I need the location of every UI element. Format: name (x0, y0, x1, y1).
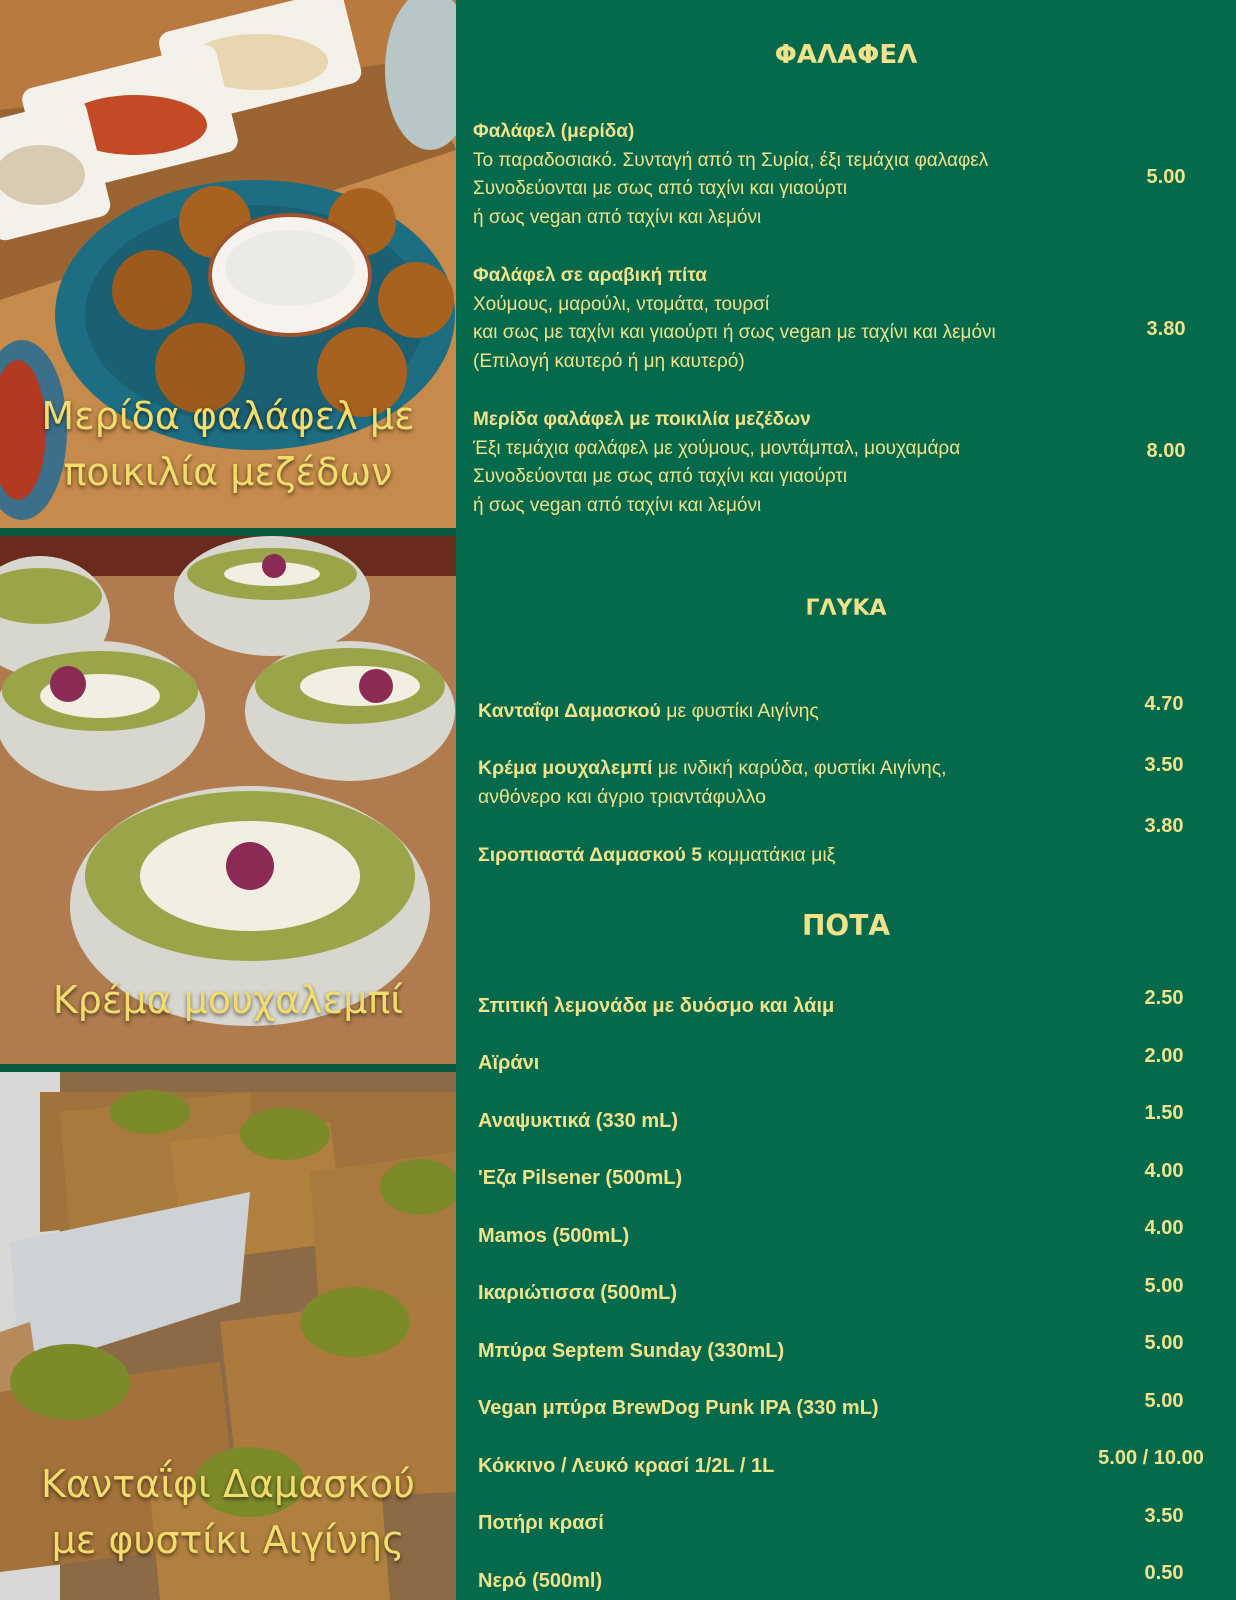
falafel-caption-line2: ποικιλία μεζέδων (63, 450, 393, 494)
item-name: Κρέμα μουχαλεμπί (478, 757, 653, 779)
menu-item-falafel-meze (473, 406, 1083, 520)
item-desc: με ινδική καρύδα, φυστίκι Αιγίνης, (652, 757, 947, 779)
drink-item: Μπύρα Septem Sunday (330mL) (478, 1340, 785, 1362)
item-desc-line: Χούμους, μαρούλι, ντομάτα, τουρσί (473, 293, 770, 315)
kataifi-caption-line1: Κανταΐφι Δαμασκού (41, 1462, 415, 1506)
item-price: 3.80 (1144, 815, 1184, 837)
item-desc-line: (Επιλογή καυτερό ή μη καυτερό) (473, 350, 745, 372)
item-name: Φαλάφελ σε αραβική πίτα (473, 265, 707, 286)
cream-photo (0, 536, 456, 1064)
drink-item: Νερό (500ml) (478, 1570, 603, 1592)
item-desc-line: και σως με ταχίνι και γιαούρτι ή σως vegan με ταχίνι και λεμόνι (473, 322, 996, 343)
drink-price: 2.50 (1144, 987, 1184, 1009)
item-name: Φαλάφελ (μερίδα) (473, 121, 635, 142)
drink-price: 2.00 (1144, 1045, 1184, 1067)
item-price: 3.50 (1144, 754, 1184, 776)
drink-price: 5.00 (1144, 1390, 1184, 1412)
drink-item: Ικαριώτισσα (500mL) (478, 1282, 677, 1304)
item-desc-line: Έξι τεμάχια φαλάφελ με χούμους, μοντάμπαλ, μουχαμάρα (473, 437, 961, 459)
item-price: 5.00 (1146, 166, 1186, 188)
drink-item: 'Εζα Pilsener (500mL) (478, 1167, 683, 1189)
falafel-section-title: ΦΑΛΑΦΕΛ (774, 40, 918, 70)
drink-price: 3.50 (1144, 1505, 1184, 1527)
drink-item: Mamos (500mL) (478, 1225, 630, 1247)
item-price: 4.70 (1144, 693, 1184, 715)
drink-item: Αϊράνι (478, 1052, 540, 1074)
item-name: Κανταΐφι Δαμασκού (478, 700, 661, 722)
menu-item-falafel-pita (473, 262, 1083, 376)
item-desc-line: Συνοδεύονται με σως από ταχίνι και γιαούρτι (473, 178, 848, 199)
item-desc: με φυστίκι Αιγίνης (660, 700, 819, 722)
falafel-photo (0, 0, 456, 528)
menu-item-syrup-sweets (478, 841, 1078, 870)
menu-item-kataifi (478, 697, 1078, 726)
item-price: 3.80 (1146, 318, 1186, 340)
menu-column (456, 0, 1236, 1600)
sweets-section-title: ΓΛΥΚΑ (805, 596, 887, 621)
item-name: Μερίδα φαλάφελ με ποικιλία μεζέδων (473, 409, 811, 430)
item-desc-line: Συνοδεύονται με σως από ταχίνι και γιαούρτι (473, 466, 848, 487)
cream-caption: Κρέμα μουχαλεμπί (52, 978, 404, 1022)
item-price: 8.00 (1146, 440, 1186, 462)
drink-price: 4.00 (1144, 1160, 1184, 1182)
kataifi-photo (0, 1072, 456, 1600)
item-name: Σιροπιαστά Δαμασκού 5 (478, 844, 703, 866)
drink-price: 1.50 (1144, 1102, 1184, 1124)
drink-item: Vegan μπύρα BrewDog Punk IPA (330 mL) (478, 1397, 879, 1419)
menu-item-muhallebi (478, 754, 1078, 812)
item-desc-line: ή σως vegan από ταχίνι και λεμόνι (473, 494, 762, 516)
drink-price: 0.50 (1144, 1562, 1184, 1584)
falafel-caption-line1: Μερίδα φαλάφελ με (41, 394, 415, 438)
item-desc-line: ή σως vegan από ταχίνι και λεμόνι (473, 206, 762, 228)
drink-item: Ποτήρι κρασί (478, 1512, 604, 1534)
drinks-section-title: ΠΟΤΑ (801, 909, 890, 942)
drink-price: 5.00 / 10.00 (1098, 1447, 1204, 1469)
photo-column (0, 0, 456, 1600)
drink-price: 5.00 (1144, 1332, 1184, 1354)
drink-item: Κόκκινο / Λευκό κρασί 1/2L / 1L (478, 1455, 775, 1477)
kataifi-caption-line2: με φυστίκι Αιγίνης (51, 1518, 405, 1562)
drink-item: Αναψυκτικά (330 mL) (478, 1110, 679, 1132)
item-desc: κομματάκια μιξ (702, 844, 836, 866)
item-desc-line2: ανθόνερο και άγριο τριαντάφυλλο (478, 786, 766, 808)
drink-item: Σπιτική λεμονάδα με δυόσμο και λάιμ (478, 995, 835, 1017)
item-desc-line: Το παραδοσιακό. Συνταγή από τη Συρία, έξι τεμάχια φαλαφελ (473, 149, 989, 171)
menu-item-falafel-portion (473, 118, 1083, 232)
drink-price: 4.00 (1144, 1217, 1184, 1239)
drink-price: 5.00 (1144, 1275, 1184, 1297)
